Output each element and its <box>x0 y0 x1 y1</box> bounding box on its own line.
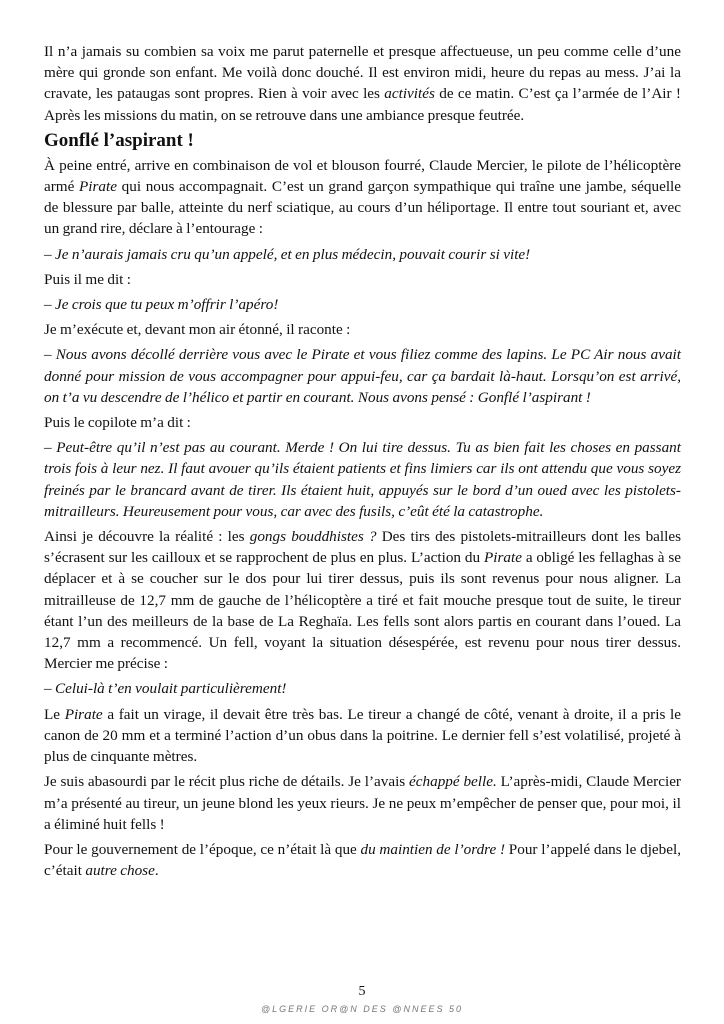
text-run: – Je n’aurais jamais cru qu’un appelé, et en plus médecin, pouvait courir si vite! <box>44 245 531 263</box>
text-run: Pour le gouvernement de l’époque, ce n’était là que <box>44 840 361 858</box>
italic-text: gongs bouddhistes ? <box>249 528 377 546</box>
body-paragraph <box>44 269 681 290</box>
text-run: a obligé les fellaghas à se déplacer et à se coucher sur le dos pour lui tirer dessus, puis ils sont revenus pour nous aligner. La mitrailleuse de 12,7 mm de gauche de l’hélicoptère a tiré et fait mouche presque tout de suite, le tireur étant l’un des meilleurs de la base de La Reghaïa. Les fells sont alors partis en courant dans l’oued. La 12,7 mm a recommencé. Un fell, voyant la situation désespérée, est revenu pour nous tirer dessus. Mercier me précise : <box>44 549 681 673</box>
body-paragraph <box>44 839 681 881</box>
dialogue-paragraph <box>44 244 681 265</box>
text-run: Puis il me dit : <box>44 270 132 288</box>
document-page <box>44 41 681 885</box>
body-paragraph <box>44 155 681 240</box>
text-run: Je suis abasourdi par le récit plus riche de détails. Je l’avais <box>44 773 410 791</box>
italic-text: Pirate <box>79 178 117 196</box>
text-run: – Je crois que tu peux m’offrir l’apéro! <box>44 296 279 314</box>
text-run: . <box>154 862 159 880</box>
italic-text: Pirate <box>64 705 103 723</box>
italic-text: du maintien de l’ordre ! <box>360 840 506 858</box>
body-paragraph <box>44 319 681 340</box>
text-run: Des tirs des pistolets-mitrailleurs dont les balles s’écrasent sur les cailloux et se rapprochent de plus en plus. L’action du <box>44 528 682 567</box>
body-paragraph <box>44 412 681 433</box>
text-run: – Celui-là t’en voulait particulièrement! <box>44 680 287 698</box>
text-run: qui nous accompagnait. C’est un grand garçon sympathique qui traîne une jambe, séquelle de blessure par balle, atteinte du nerf sciatique, au cours d’un héliportage. Il entre tout souriant et, avec un grand rire, déclare à l’entourage : <box>44 178 681 238</box>
italic-text: Pirate <box>483 549 522 567</box>
text-run: Ainsi je découvre la réalité : les <box>44 528 250 546</box>
text-run: – Peut-être qu’il n’est pas au courant. Merde ! On lui tire dessus. Tu as bien fait les choses en passant trois fois à leur nez. Il faut avouer qu’ils étaient patients et fins limiers car ils ont attendu que vous soyez freinés par le brancard avant de tirer. Ils étaient huit, appuyés sur le bord d’un oued avec les pistolets-mitrailleurs. Heureusement pour vous, car avec des fusils, c’eût été la catastrophe. <box>44 439 681 520</box>
text-flow <box>44 41 681 881</box>
italic-text: échappé belle. <box>409 773 497 791</box>
dialogue-paragraph <box>44 678 681 699</box>
dialogue-paragraph <box>44 437 681 522</box>
section-heading <box>44 130 681 152</box>
text-run: L’après-midi, Claude Mercier m’a présenté au tireur, un jeune blond les yeux rieurs. Je ne peux m’empêcher de penser que, pour moi, il a éliminé huit fells ! <box>44 773 681 833</box>
body-paragraph <box>44 526 681 674</box>
text-run: Pour l’appelé dans le djebel, c’était <box>44 840 682 880</box>
text-run: Je m’exécute et, devant mon air étonné, il raconte : <box>44 321 351 339</box>
text-run: – Nous avons décollé derrière vous avec le Pirate et vous filiez comme des lapins. Le PC Air nous avait donné pour mission de vous accompagner pour appui-feu, car ça bardait là-haut. Lorsqu’on est arrivé, on t’a vu descendre de l’hélico et partir en courant. Nous avons pensé : Gonflé l’aspirant ! <box>44 346 681 406</box>
running-footer: @LGERIE OR@N DES @NNEES 50 <box>261 1004 463 1014</box>
italic-text: activités <box>384 85 435 103</box>
body-paragraph <box>44 41 681 126</box>
text-run: Puis le copilote m’a dit : <box>44 414 191 432</box>
body-paragraph <box>44 771 681 835</box>
dialogue-paragraph <box>44 344 681 408</box>
text-run: À peine entré, arrive en combinaison de vol et blouson fourré, Claude Mercier, le pilote de l’hélicoptère armé <box>44 156 681 196</box>
italic-text: autre chose <box>85 862 155 880</box>
text-run: Il n’a jamais su combien sa voix me parut paternelle et presque affectueuse, un peu comme celle d’une mère qui gronde son enfant. Me voilà donc douché. Il est environ midi, heure du repas au mess. J’ai la cravate, les pataugas sont propres. Rien à voir avec les <box>44 43 681 103</box>
text-run: Le <box>44 705 65 723</box>
text-run: de ce matin. C’est ça l’armée de l’Air ! Après les missions du matin, on se retrouve dans une ambiance presque feutrée. <box>44 85 681 124</box>
body-paragraph <box>44 704 681 768</box>
page-number: 5 <box>358 984 366 999</box>
dialogue-paragraph <box>44 294 681 315</box>
text-run: a fait un virage, il devait être très bas. Le tireur a changé de côté, venant à droite, il a pris le canon de 20 mm et a terminé l’action d’un obus dans la poitrine. Le dernier fell s’est volatilisé, projeté à plus de cinquante mètres. <box>44 705 681 766</box>
text-run: Gonflé l’aspirant ! <box>44 129 194 151</box>
